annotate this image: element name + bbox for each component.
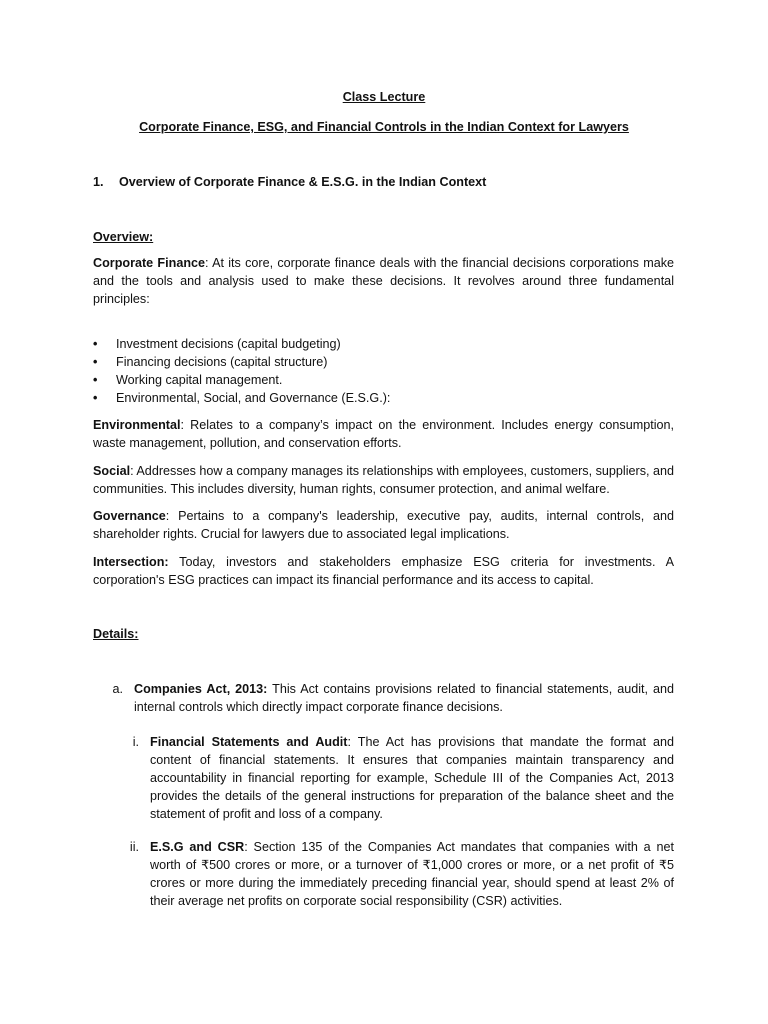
- details-heading: Details:: [93, 627, 139, 641]
- companies-act-paragraph: Companies Act, 2013: This Act contains provisions related to financial statements, audit, and internal controls which directly impact corporate finance decisions.: [134, 682, 674, 714]
- companies-act-term: Companies Act, 2013:: [134, 682, 268, 696]
- list-item: • Financing decisions (capital structure): [93, 355, 328, 369]
- overview-heading: Overview:: [93, 230, 154, 244]
- list-item: • Investment decisions (capital budgeting): [93, 337, 341, 351]
- bullet-icon: •: [93, 373, 98, 387]
- section-number: 1.: [93, 175, 104, 189]
- list-item: • Working capital management.: [93, 373, 283, 387]
- social-paragraph: Social: Addresses how a company manages its relationships with employees, customers, suppliers, and communities. This includes diversity, human rights, consumer protection, and animal welfare.: [93, 464, 675, 496]
- section-title: Overview of Corporate Finance & E.S.G. in the Indian Context: [119, 175, 487, 189]
- intersection-term: Intersection:: [93, 555, 169, 569]
- environmental-term: Environmental: [93, 418, 181, 432]
- governance-term: Governance: [93, 509, 166, 523]
- social-term: Social: [93, 464, 131, 478]
- bullet-icon: •: [93, 355, 98, 369]
- esg-csr-paragraph: E.S.G and CSR: Section 135 of the Companies Act mandates that companies with a net worth of ₹500 crores or more, or a turnover of ₹1,000 crores or more, or a net profit of ₹5 crores or more during the immediately preceding financial year, should spend at least 2% of their average net profits on corporate social responsibility (CSR) activities.: [150, 840, 674, 908]
- corporate-finance-paragraph: [93, 254, 674, 308]
- esg-csr-term: E.S.G and CSR: [150, 840, 245, 854]
- list-item: • Environmental, Social, and Governance (E.S.G.):: [93, 391, 391, 405]
- environmental-paragraph: Environmental: Relates to a company’s impact on the environment. Includes energy consumption, waste management, pollution, and conservation efforts.: [93, 418, 674, 450]
- bullet-icon: •: [93, 337, 98, 351]
- principles-list: [93, 335, 674, 407]
- item-ii-marker: ii.: [129, 840, 139, 854]
- financial-statements-paragraph: Financial Statements and Audit: The Act has provisions that mandate the format and content of financial statements. It ensures that companies maintain transparency and accountability in financial reporting for example, Schedule III of the Companies Act, 2013 provides the details of the general instructions for preparation of the balance sheet and the statement of profit and loss of a company.: [150, 735, 674, 821]
- document-title: Class Lecture: [342, 90, 426, 104]
- item-a-marker: a.: [112, 682, 123, 696]
- governance-paragraph: Governance: Pertains to a company's leadership, executive pay, audits, internal controls, and shareholder rights. Crucial for lawyers due to associated legal implications.: [93, 509, 674, 541]
- corporate-finance-text: : At its core, corporate finance deals with the financial decisions corporations make and the tools and analysis used to make these decisions. It revolves around three fundamental principles:: [93, 256, 675, 306]
- document-subtitle: Corporate Finance, ESG, and Financial Controls in the Indian Context for Lawyers: [139, 120, 629, 134]
- intersection-paragraph: Intersection: Today, investors and stakeholders emphasize ESG criteria for investments. A corporation's ESG practices can impact its financial performance and its access to capital.: [93, 555, 674, 587]
- item-i-marker: i.: [132, 735, 139, 749]
- bullet-icon: •: [93, 391, 98, 405]
- corporate-finance-term: Corporate Finance: [93, 256, 206, 270]
- section-heading: [93, 173, 674, 191]
- financial-statements-term: Financial Statements and Audit: [150, 735, 348, 749]
